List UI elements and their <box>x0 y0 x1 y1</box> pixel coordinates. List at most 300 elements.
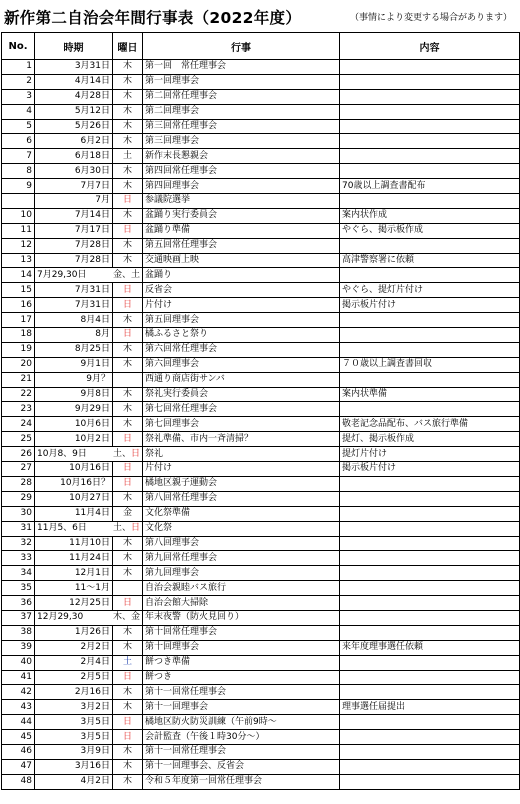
row-detail <box>340 149 520 164</box>
row-day-part: 土、 <box>112 448 131 459</box>
row-date: 11月10日 <box>35 536 113 551</box>
row-date: 10月16日？ <box>35 476 113 491</box>
row-number: 44 <box>2 715 35 730</box>
row-day: 日 <box>113 715 143 730</box>
table-row <box>2 149 520 164</box>
row-event: 第十一回理事会 <box>143 700 340 715</box>
row-number: 20 <box>2 357 35 372</box>
row-event: 餅つき <box>143 670 340 685</box>
row-number: 9 <box>2 179 35 194</box>
row-date-day-merged <box>35 521 143 536</box>
row-day: 木 <box>113 700 143 715</box>
row-number: 39 <box>2 640 35 655</box>
table-row <box>2 610 520 625</box>
row-event: 西通り商店街サンバ <box>143 372 340 387</box>
table-row <box>2 744 520 759</box>
row-detail <box>340 134 520 149</box>
row-number: 46 <box>2 744 35 759</box>
row-date: 10月2日 <box>35 432 113 447</box>
row-event: 片付け <box>143 298 340 313</box>
row-detail <box>340 89 520 104</box>
row-number <box>2 194 35 209</box>
table-row <box>2 670 520 685</box>
row-date: 9月29日 <box>35 402 113 417</box>
row-date: 11月5、6日 <box>37 523 87 534</box>
row-event: 第五回常任理事会 <box>143 238 340 253</box>
page-title: 新作第二自治会年間行事表（2022年度） <box>4 9 302 27</box>
row-date: 6月2日 <box>35 134 113 149</box>
row-event: 第三回理事会 <box>143 134 340 149</box>
row-day: 木 <box>113 387 143 402</box>
row-event: 第一回理事会 <box>143 74 340 89</box>
row-number: 2 <box>2 74 35 89</box>
row-day: 日 <box>113 462 143 477</box>
table-row <box>2 134 520 149</box>
change-note: （事情により変更する場合があります） <box>349 13 512 23</box>
row-number: 22 <box>2 387 35 402</box>
row-detail <box>340 506 520 521</box>
row-date: 5月26日 <box>35 119 113 134</box>
row-day: 木 <box>113 164 143 179</box>
table-row <box>2 283 520 298</box>
row-detail <box>340 596 520 611</box>
table-row <box>2 685 520 700</box>
row-detail <box>340 521 520 536</box>
row-event: 第八回理事会 <box>143 536 340 551</box>
row-detail <box>340 685 520 700</box>
table-row <box>2 194 520 209</box>
row-event: 第十一回常任理事会 <box>143 744 340 759</box>
row-number: 24 <box>2 417 35 432</box>
table-row <box>2 313 520 328</box>
row-event: 第九回常任理事会 <box>143 551 340 566</box>
row-number: 18 <box>2 328 35 343</box>
row-detail: 来年度理事選任依頼 <box>340 640 520 655</box>
row-date: 8月 <box>35 328 113 343</box>
row-detail: 掲示板片付け <box>340 462 520 477</box>
header-date: 時期 <box>35 33 113 60</box>
table-row <box>2 700 520 715</box>
row-date: 7月29,30日 <box>37 269 87 280</box>
row-detail: 提灯、掲示板作成 <box>340 432 520 447</box>
row-detail <box>340 551 520 566</box>
row-detail <box>340 119 520 134</box>
table-row <box>2 164 520 179</box>
row-day: 木 <box>113 208 143 223</box>
row-date: 7月17日 <box>35 223 113 238</box>
row-number: 8 <box>2 164 35 179</box>
row-event: 祭礼 <box>143 447 340 462</box>
row-date-day-merged <box>35 447 143 462</box>
row-detail <box>340 581 520 596</box>
row-date: 7月7日 <box>35 179 113 194</box>
row-day <box>113 372 143 387</box>
row-date: 11月24日 <box>35 551 113 566</box>
table-row <box>2 208 520 223</box>
row-day: 木 <box>113 640 143 655</box>
row-day: 木 <box>113 551 143 566</box>
row-date: 3月16日 <box>35 759 113 774</box>
row-detail <box>340 268 520 283</box>
row-date: 3月31日 <box>35 60 113 75</box>
row-detail <box>340 476 520 491</box>
row-event: 自治会親睦バス旅行 <box>143 581 340 596</box>
table-row <box>2 298 520 313</box>
row-detail: 理事選任届提出 <box>340 700 520 715</box>
row-event: 参議院選挙 <box>143 194 340 209</box>
row-detail <box>340 536 520 551</box>
row-number: 47 <box>2 759 35 774</box>
row-event: 祭礼実行委員会 <box>143 387 340 402</box>
row-detail <box>340 313 520 328</box>
row-event: 第四回常任理事会 <box>143 164 340 179</box>
row-event: 第三回常任理事会 <box>143 119 340 134</box>
row-number: 32 <box>2 536 35 551</box>
table-row <box>2 357 520 372</box>
table-row <box>2 268 520 283</box>
row-number: 15 <box>2 283 35 298</box>
table-row <box>2 238 520 253</box>
table-row <box>2 655 520 670</box>
row-day: 土 <box>113 149 143 164</box>
row-day: 木 <box>113 625 143 640</box>
row-day: 土 <box>113 655 143 670</box>
row-day: 木 <box>113 417 143 432</box>
row-day: 木 <box>113 491 143 506</box>
table-row <box>2 506 520 521</box>
table-row <box>2 60 520 75</box>
row-date: 9月？ <box>35 372 113 387</box>
row-detail <box>340 655 520 670</box>
row-day-part: 土、 <box>112 523 131 534</box>
row-day: 木 <box>113 342 143 357</box>
row-detail <box>340 744 520 759</box>
row-number: 12 <box>2 238 35 253</box>
row-number: 31 <box>2 521 35 536</box>
row-event: 盆踊り実行委員会 <box>143 208 340 223</box>
row-date: 2月5日 <box>35 670 113 685</box>
row-date: 10月6日 <box>35 417 113 432</box>
table-row <box>2 640 520 655</box>
row-number: 3 <box>2 89 35 104</box>
row-number: 36 <box>2 596 35 611</box>
row-date: 10月16日 <box>35 462 113 477</box>
row-date: 12月1日 <box>35 566 113 581</box>
row-day: 木 <box>113 744 143 759</box>
row-event: 祭礼準備、市内一斉清掃？ <box>143 432 340 447</box>
row-day: 日 <box>113 730 143 745</box>
table-row <box>2 476 520 491</box>
row-number: 28 <box>2 476 35 491</box>
row-date: 12月29,30 <box>37 612 84 623</box>
row-date: 2月4日 <box>35 655 113 670</box>
table-row <box>2 104 520 119</box>
row-number: 48 <box>2 774 35 789</box>
row-day-part: 木、金 <box>112 612 140 623</box>
row-day <box>113 269 140 282</box>
row-number: 27 <box>2 462 35 477</box>
row-day: 木 <box>113 759 143 774</box>
table-row <box>2 774 520 789</box>
row-detail <box>340 372 520 387</box>
row-event: 橘ふるさと祭り <box>143 328 340 343</box>
row-number: 21 <box>2 372 35 387</box>
row-date: 4月2日 <box>35 774 113 789</box>
row-number: 14 <box>2 268 35 283</box>
row-event: 新作末長懇親会 <box>143 149 340 164</box>
row-day: 木 <box>113 179 143 194</box>
row-detail <box>340 402 520 417</box>
row-day: 木 <box>113 104 143 119</box>
row-number: 19 <box>2 342 35 357</box>
row-date: 7月28日 <box>35 253 113 268</box>
row-date: 6月30日 <box>35 164 113 179</box>
table-row <box>2 253 520 268</box>
row-day: 木 <box>113 774 143 789</box>
row-date: 3月2日 <box>35 700 113 715</box>
row-number: 43 <box>2 700 35 715</box>
row-date: 1月26日 <box>35 625 113 640</box>
row-detail <box>340 625 520 640</box>
table-row <box>2 447 520 462</box>
row-date: 11～1月 <box>35 581 113 596</box>
row-day: 日 <box>113 596 143 611</box>
row-detail <box>340 759 520 774</box>
row-event: 年末夜警（防火見回り） <box>143 610 340 625</box>
row-number: 23 <box>2 402 35 417</box>
row-event: 交通映画上映 <box>143 253 340 268</box>
row-number: 38 <box>2 625 35 640</box>
row-number: 1 <box>2 60 35 75</box>
row-date: 7月14日 <box>35 208 113 223</box>
row-event: 第五回理事会 <box>143 313 340 328</box>
table-row <box>2 625 520 640</box>
table-row <box>2 89 520 104</box>
row-event: 文化祭 <box>143 521 340 536</box>
row-day: 金 <box>113 506 143 521</box>
table-row <box>2 536 520 551</box>
row-detail: 提灯片付け <box>340 447 520 462</box>
row-day: 木 <box>113 89 143 104</box>
row-event: 橘地区親子運動会 <box>143 476 340 491</box>
row-detail: ７０歳以上調査書回収 <box>340 357 520 372</box>
row-number: 29 <box>2 491 35 506</box>
row-number: 40 <box>2 655 35 670</box>
table-row <box>2 119 520 134</box>
row-day: 木 <box>113 536 143 551</box>
row-date: 8月25日 <box>35 342 113 357</box>
row-event: 盆踊り準備 <box>143 223 340 238</box>
row-event: 反省会 <box>143 283 340 298</box>
row-day: 日 <box>113 194 143 209</box>
row-detail: 敬老記念品配布、バス旅行準備 <box>340 417 520 432</box>
row-date: 10月8、9日 <box>37 448 87 459</box>
table-row <box>2 462 520 477</box>
table-row <box>2 521 520 536</box>
row-detail <box>340 670 520 685</box>
row-day: 木 <box>113 566 143 581</box>
row-day-part: 日 <box>130 523 140 534</box>
header-day: 曜日 <box>113 33 143 60</box>
row-date: 4月14日 <box>35 74 113 89</box>
row-event: 第九回理事会 <box>143 566 340 581</box>
table-row <box>2 342 520 357</box>
row-event: 第七回理事会 <box>143 417 340 432</box>
header-detail: 内容 <box>340 33 520 60</box>
row-detail <box>340 610 520 625</box>
row-detail: やぐら、掲示板作成 <box>340 223 520 238</box>
row-event: 第七回常任理事会 <box>143 402 340 417</box>
row-event: 第十回理事会 <box>143 640 340 655</box>
row-event: 餅つき準備 <box>143 655 340 670</box>
row-day <box>113 448 140 461</box>
row-detail <box>340 715 520 730</box>
row-date: 10月27日 <box>35 491 113 506</box>
row-date-day-merged <box>35 610 143 625</box>
row-day-part: 日 <box>130 448 140 459</box>
table-row <box>2 566 520 581</box>
row-date: 3月9日 <box>35 744 113 759</box>
row-number: 34 <box>2 566 35 581</box>
row-date: 12月25日 <box>35 596 113 611</box>
row-detail: やぐら、提灯片付け <box>340 283 520 298</box>
row-event: 第八回常任理事会 <box>143 491 340 506</box>
row-date: 2月16日 <box>35 685 113 700</box>
row-event: 第十一回理事会、反省会 <box>143 759 340 774</box>
table-row <box>2 715 520 730</box>
schedule-table <box>1 32 520 790</box>
row-detail: 70歳以上調査書配布 <box>340 179 520 194</box>
row-day <box>113 522 140 535</box>
table-row <box>2 491 520 506</box>
row-day: 木 <box>113 253 143 268</box>
row-date: 11月4日 <box>35 506 113 521</box>
row-day: 木 <box>113 60 143 75</box>
header-no: No. <box>2 33 35 60</box>
table-row <box>2 759 520 774</box>
table-row <box>2 417 520 432</box>
row-number: 13 <box>2 253 35 268</box>
header-row <box>2 33 520 60</box>
row-number: 7 <box>2 149 35 164</box>
row-number: 4 <box>2 104 35 119</box>
schedule-rows <box>2 60 520 790</box>
row-day <box>113 581 143 596</box>
row-date: 7月31日 <box>35 283 113 298</box>
row-day: 木 <box>113 134 143 149</box>
row-event: 片付け <box>143 462 340 477</box>
header-event: 行事 <box>143 33 340 60</box>
row-event: 第一回 常任理事会 <box>143 60 340 75</box>
row-day: 日 <box>113 432 143 447</box>
row-number: 41 <box>2 670 35 685</box>
row-day: 日 <box>113 223 143 238</box>
row-number: 25 <box>2 432 35 447</box>
row-number: 11 <box>2 223 35 238</box>
table-row <box>2 402 520 417</box>
row-detail <box>340 194 520 209</box>
row-day: 木 <box>113 402 143 417</box>
row-date-day-merged <box>35 268 143 283</box>
row-number: 6 <box>2 134 35 149</box>
row-detail <box>340 104 520 119</box>
row-event: 第六回常任理事会 <box>143 342 340 357</box>
row-day: 木 <box>113 357 143 372</box>
row-detail: 案内状作成 <box>340 208 520 223</box>
row-detail: 案内状準備 <box>340 387 520 402</box>
row-number: 17 <box>2 313 35 328</box>
row-number: 30 <box>2 506 35 521</box>
table-row <box>2 372 520 387</box>
row-date: 7月28日 <box>35 238 113 253</box>
row-event: 第十回常任理事会 <box>143 625 340 640</box>
row-event: 盆踊り <box>143 268 340 283</box>
row-detail <box>340 238 520 253</box>
row-event: 第二回常任理事会 <box>143 89 340 104</box>
table-row <box>2 223 520 238</box>
row-number: 10 <box>2 208 35 223</box>
row-date: 7月31日 <box>35 298 113 313</box>
row-day: 日 <box>113 670 143 685</box>
table-row <box>2 581 520 596</box>
row-date: 3月5日 <box>35 730 113 745</box>
row-day: 日 <box>113 328 143 343</box>
row-day <box>113 611 140 624</box>
table-row <box>2 730 520 745</box>
row-detail <box>340 774 520 789</box>
table-row <box>2 432 520 447</box>
row-event: 会計監査（午後１時30分～） <box>143 730 340 745</box>
row-date: 9月1日 <box>35 357 113 372</box>
row-day: 日 <box>113 283 143 298</box>
row-number: 5 <box>2 119 35 134</box>
row-event: 令和５年度第一回常任理事会 <box>143 774 340 789</box>
row-detail <box>340 730 520 745</box>
row-day: 木 <box>113 313 143 328</box>
row-detail <box>340 74 520 89</box>
row-number: 33 <box>2 551 35 566</box>
row-day: 日 <box>113 298 143 313</box>
row-day: 日 <box>113 476 143 491</box>
row-date: 8月4日 <box>35 313 113 328</box>
row-event: 自治会館大掃除 <box>143 596 340 611</box>
row-event: 第二回理事会 <box>143 104 340 119</box>
row-event: 文化祭準備 <box>143 506 340 521</box>
table-row <box>2 74 520 89</box>
row-day: 木 <box>113 238 143 253</box>
row-event: 第十一回常任理事会 <box>143 685 340 700</box>
row-event: 第六回理事会 <box>143 357 340 372</box>
row-day-part: 金、土 <box>112 269 140 280</box>
row-detail <box>340 566 520 581</box>
row-date: 7月 <box>35 194 113 209</box>
row-date: 2月2日 <box>35 640 113 655</box>
table-row <box>2 596 520 611</box>
table-row <box>2 179 520 194</box>
row-number: 42 <box>2 685 35 700</box>
table-row <box>2 551 520 566</box>
row-day: 木 <box>113 119 143 134</box>
row-date: 3月5日 <box>35 715 113 730</box>
table-row <box>2 387 520 402</box>
row-detail: 高津警察署に依頼 <box>340 253 520 268</box>
row-detail: 掲示板片付け <box>340 298 520 313</box>
row-detail <box>340 342 520 357</box>
table-row <box>2 328 520 343</box>
row-day: 木 <box>113 685 143 700</box>
row-detail <box>340 328 520 343</box>
row-number: 37 <box>2 610 35 625</box>
